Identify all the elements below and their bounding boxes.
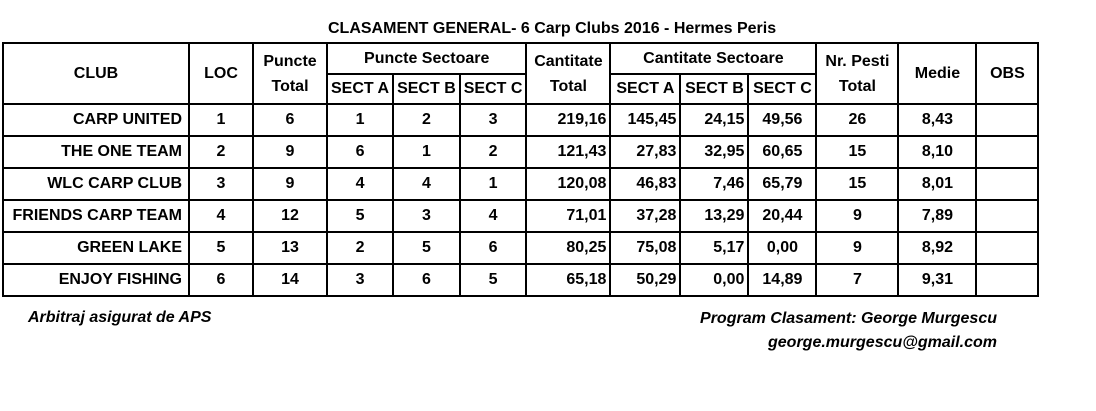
puncte-total-cell: 6: [253, 104, 327, 136]
title-text: CLASAMENT GENERAL- 6 Carp Clubs 2016 - Hermes Peris: [328, 20, 777, 37]
puncte-total-cell: 9: [253, 136, 327, 168]
cantitate-sect-a-cell: 145,45: [610, 104, 680, 136]
cantitate-sect-b-cell: 24,15: [680, 104, 748, 136]
puncte-sect-b-cell: 4: [393, 168, 460, 200]
loc-cell: 3: [189, 168, 253, 200]
medie-cell: 8,01: [898, 168, 976, 200]
nr-pesti-cell: 9: [816, 200, 898, 232]
club-cell: FRIENDS CARP TEAM: [3, 200, 189, 232]
obs-cell: [976, 264, 1038, 296]
header-cantitate-sect-c: SECT C: [748, 74, 816, 104]
medie-cell: 8,10: [898, 136, 976, 168]
puncte-sect-a-cell: 1: [327, 104, 393, 136]
puncte-sect-c-cell: 4: [460, 200, 527, 232]
club-cell: CARP UNITED: [3, 104, 189, 136]
footer-program-credit: Program Clasament: George Murgescu: [700, 310, 997, 327]
footer-arbitration: Arbitraj asigurat de APS: [28, 309, 212, 326]
header-puncte-sectoare: Puncte Sectoare: [327, 43, 526, 74]
obs-cell: [976, 136, 1038, 168]
puncte-total-cell: 9: [253, 168, 327, 200]
cantitate-sect-c-cell: 20,44: [748, 200, 816, 232]
table-body: [3, 43, 1038, 296]
club-cell: WLC CARP CLUB: [3, 168, 189, 200]
cantitate-sect-a-cell: 37,28: [610, 200, 680, 232]
cantitate-sect-c-cell: 49,56: [748, 104, 816, 136]
puncte-total-cell: 12: [253, 200, 327, 232]
nr-pesti-cell: 15: [816, 168, 898, 200]
cantitate-sect-c-cell: 60,65: [748, 136, 816, 168]
puncte-sect-c-cell: 5: [460, 264, 527, 296]
header-puncte-sect-a: SECT A: [327, 74, 393, 104]
header-club: CLUB: [3, 43, 189, 104]
puncte-sect-a-cell: 4: [327, 168, 393, 200]
header-puncte-total-line1: Puncte: [263, 52, 317, 70]
header-cantitate-total-line1: Cantitate: [534, 52, 603, 70]
puncte-sect-a-cell: 5: [327, 200, 393, 232]
header-puncte-total-line2: Total: [271, 77, 309, 95]
puncte-sect-b-cell: 3: [393, 200, 460, 232]
header-puncte-sect-c: SECT C: [460, 74, 527, 104]
cantitate-sect-c-cell: 14,89: [748, 264, 816, 296]
puncte-sect-b-cell: 2: [393, 104, 460, 136]
table-row: [3, 264, 1038, 296]
cantitate-total-cell: 80,25: [526, 232, 610, 264]
header-puncte-total: [253, 43, 327, 104]
header-cantitate-sectoare: Cantitate Sectoare: [610, 43, 816, 74]
table-row: [3, 136, 1038, 168]
club-cell: ENJOY FISHING: [3, 264, 189, 296]
nr-pesti-cell: 7: [816, 264, 898, 296]
puncte-sect-b-cell: 6: [393, 264, 460, 296]
puncte-sect-c-cell: 3: [460, 104, 527, 136]
header-nr-pesti: [816, 43, 898, 104]
header-puncte-sect-b: SECT B: [393, 74, 460, 104]
table-row: [3, 168, 1038, 200]
nr-pesti-cell: 15: [816, 136, 898, 168]
table-row: [3, 104, 1038, 136]
medie-cell: 8,43: [898, 104, 976, 136]
cantitate-total-cell: 65,18: [526, 264, 610, 296]
table-row: [3, 232, 1038, 264]
puncte-sect-a-cell: 3: [327, 264, 393, 296]
header-cantitate-sect-a: SECT A: [610, 74, 680, 104]
puncte-sect-b-cell: 5: [393, 232, 460, 264]
table-row: [3, 200, 1038, 232]
puncte-sect-c-cell: 1: [460, 168, 527, 200]
loc-cell: 6: [189, 264, 253, 296]
header-cantitate-total-line2: Total: [549, 77, 587, 95]
standings-table: [2, 42, 1039, 297]
puncte-sect-c-cell: 6: [460, 232, 527, 264]
puncte-total-cell: 13: [253, 232, 327, 264]
header-cantitate-total: [526, 43, 610, 104]
cantitate-sect-b-cell: 13,29: [680, 200, 748, 232]
cantitate-total-cell: 219,16: [526, 104, 610, 136]
header-nr-pesti-line2: Total: [838, 77, 876, 95]
header-nr-pesti-line1: Nr. Pesti: [825, 52, 890, 70]
puncte-sect-a-cell: 6: [327, 136, 393, 168]
cantitate-sect-c-cell: 65,79: [748, 168, 816, 200]
loc-cell: 4: [189, 200, 253, 232]
obs-cell: [976, 104, 1038, 136]
header-medie: Medie: [898, 43, 976, 104]
header-obs: OBS: [976, 43, 1038, 104]
loc-cell: 1: [189, 104, 253, 136]
obs-cell: [976, 232, 1038, 264]
footer-email: george.murgescu@gmail.com: [768, 334, 997, 351]
cantitate-sect-a-cell: 46,83: [610, 168, 680, 200]
loc-cell: 2: [189, 136, 253, 168]
cantitate-sect-b-cell: 0,00: [680, 264, 748, 296]
cantitate-sect-a-cell: 50,29: [610, 264, 680, 296]
obs-cell: [976, 200, 1038, 232]
cantitate-sect-b-cell: 32,95: [680, 136, 748, 168]
medie-cell: 9,31: [898, 264, 976, 296]
obs-cell: [976, 168, 1038, 200]
cantitate-total-cell: 121,43: [526, 136, 610, 168]
nr-pesti-cell: 26: [816, 104, 898, 136]
cantitate-sect-c-cell: 0,00: [748, 232, 816, 264]
club-cell: THE ONE TEAM: [3, 136, 189, 168]
header-cantitate-sect-b: SECT B: [680, 74, 748, 104]
puncte-total-cell: 14: [253, 264, 327, 296]
header-row-1: [3, 43, 1038, 74]
cantitate-total-cell: 71,01: [526, 200, 610, 232]
puncte-sect-c-cell: 2: [460, 136, 527, 168]
cantitate-total-cell: 120,08: [526, 168, 610, 200]
nr-pesti-cell: 9: [816, 232, 898, 264]
cantitate-sect-b-cell: 5,17: [680, 232, 748, 264]
club-cell: GREEN LAKE: [3, 232, 189, 264]
medie-cell: 8,92: [898, 232, 976, 264]
cantitate-sect-b-cell: 7,46: [680, 168, 748, 200]
loc-cell: 5: [189, 232, 253, 264]
cantitate-sect-a-cell: 75,08: [610, 232, 680, 264]
header-loc: LOC: [189, 43, 253, 104]
puncte-sect-b-cell: 1: [393, 136, 460, 168]
medie-cell: 7,89: [898, 200, 976, 232]
puncte-sect-a-cell: 2: [327, 232, 393, 264]
cantitate-sect-a-cell: 27,83: [610, 136, 680, 168]
